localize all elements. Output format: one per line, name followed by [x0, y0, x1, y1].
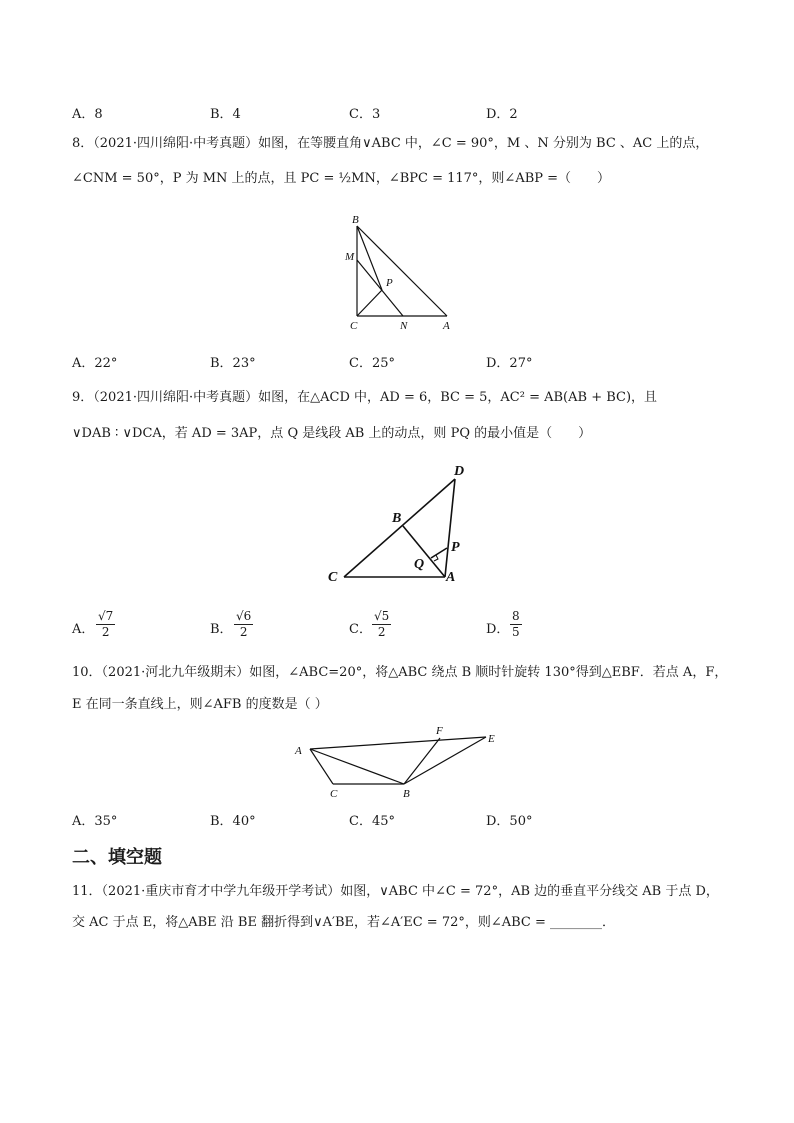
q8-figure	[338, 210, 468, 335]
q9-option-d-denominator: 5	[512, 625, 520, 639]
q10-segment-ae	[310, 737, 486, 749]
q10-option-d[interactable]: D．50°	[486, 814, 533, 829]
q7-option-c[interactable]: C．3	[349, 107, 381, 122]
q9-label-q: Q	[414, 557, 425, 572]
q9-label-p: P	[451, 540, 460, 555]
q9-label-a: A	[446, 570, 456, 585]
q10-segment-ac	[310, 749, 333, 784]
q10-option-b[interactable]: B．40°	[210, 814, 256, 829]
q9-text-line1: 9．（2021·四川绵阳·中考真题）如图，在△ACD 中，AD = 6，BC = 5，AC² = AB(AB + BC)，且	[72, 390, 658, 405]
q7-option-b[interactable]: B．4	[210, 107, 241, 122]
q9-option-b-fraction[interactable]	[234, 608, 253, 640]
q8-label-b: B	[352, 214, 359, 226]
q9-text-line2: ∨DAB ∶ ∨DCA，若 AD = 3AP，点 Q 是线段 AB 上的动点，则 PQ 的最小值是（ ）	[72, 426, 592, 441]
q9-segment-da	[445, 479, 455, 577]
q8-text-line1: 8．（2021·四川绵阳·中考真题）如图，在等腰直角∨ABC 中，∠C = 90°，M 、N 分别为 BC 、AC 上的点，	[72, 136, 709, 151]
q10-segment-ab	[310, 749, 404, 784]
section-title: 二、填空题	[72, 847, 162, 868]
q9-option-b-denominator: 2	[239, 625, 248, 639]
q9-option-c-denominator: 2	[377, 625, 386, 639]
q8-option-a[interactable]: A．22°	[72, 356, 118, 371]
q9-segment-cd	[344, 479, 455, 577]
q9-option-d-numerator: 8	[512, 609, 520, 623]
q9-option-c-fraction[interactable]	[372, 608, 391, 640]
q9-label-c: C	[328, 570, 338, 585]
q11-text-line1: 11．（2021·重庆市育才中学九年级开学考试）如图，∨ABC 中∠C = 72°，AB 边的垂直平分线交 AB 于点 D，	[72, 884, 719, 899]
q8-segment-pc	[357, 290, 382, 316]
q8-label-m: M	[345, 251, 355, 263]
q10-option-c[interactable]: C．45°	[349, 814, 395, 829]
q9-option-c-numerator: √5	[374, 609, 390, 623]
q8-label-c: C	[350, 320, 358, 332]
q9-option-d-label[interactable]: D．	[486, 622, 510, 637]
q9-option-d-fraction[interactable]	[510, 608, 522, 640]
q10-options	[72, 810, 672, 830]
q11-text-line2: 交 AC 于点 E，将△ABE 沿 BE 翻折得到∨A′BE，若∠A′EC = 72°，则∠ABC = ________．	[72, 915, 616, 930]
q8-segment-mn	[357, 260, 403, 316]
q10-label-c: C	[330, 788, 338, 800]
q10-segment-be	[404, 737, 486, 784]
q9-label-b: B	[392, 511, 402, 526]
q10-label-a: A	[295, 745, 302, 757]
q8-label-p: P	[386, 277, 393, 289]
q9-option-a-numerator: √7	[98, 609, 114, 623]
q8-text-line2: ∠CNM = 50°，P 为 MN 上的点，且 PC = ½MN，∠BPC = 117°，则∠ABP =（ ）	[72, 171, 611, 186]
q9-option-b-numerator: √6	[236, 609, 252, 623]
q8-label-a: A	[443, 320, 450, 332]
q7-option-d[interactable]: D．2	[486, 107, 518, 122]
q9-option-a-label[interactable]: A．	[72, 622, 95, 637]
q9-option-b-label[interactable]: B．	[210, 622, 233, 637]
q9-label-d: D	[454, 464, 465, 479]
q9-segment-qp	[431, 548, 447, 558]
q7-option-a[interactable]: A．8	[72, 107, 103, 122]
q8-options	[72, 352, 672, 372]
q9-option-a-fraction[interactable]	[96, 608, 115, 640]
q10-segment-bf	[404, 738, 440, 784]
q8-option-c[interactable]: C．25°	[349, 356, 395, 371]
q10-option-a[interactable]: A．35°	[72, 814, 118, 829]
q9-option-c-label[interactable]: C．	[349, 622, 372, 637]
q8-label-n: N	[400, 320, 408, 332]
q10-label-b: B	[403, 788, 410, 800]
q10-text-line2: E 在同一条直线上，则∠AFB 的度数是（ ）	[72, 697, 328, 712]
q9-figure	[325, 458, 475, 586]
q10-label-e: E	[488, 733, 495, 745]
q7-options	[72, 103, 672, 123]
q8-option-b[interactable]: B．23°	[210, 356, 256, 371]
q10-text-line1: 10．（2021·河北九年级期末）如图，∠ABC=20°，将△ABC 绕点 B 顺时针旋转 130°得到△EBF．若点 A，F，	[72, 665, 728, 680]
q8-segment-bp	[357, 226, 382, 290]
q10-label-f: F	[436, 725, 443, 737]
q10-figure	[290, 720, 510, 802]
q8-option-d[interactable]: D．27°	[486, 356, 533, 371]
q9-option-a-denominator: 2	[101, 625, 110, 639]
